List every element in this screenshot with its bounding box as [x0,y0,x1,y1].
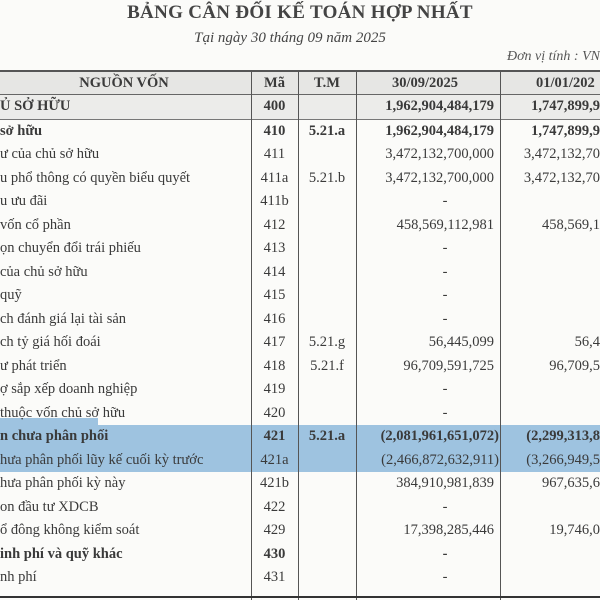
row-code: 419 [263,381,286,397]
row-value-current: - [442,569,448,585]
row-value-prior: 19,746,0 [549,522,600,538]
row-value-prior: 96,709,5 [549,357,600,374]
table-row [0,214,600,238]
row-value-current: - [442,240,448,256]
row-label: on đầu tư XDCB [0,498,99,515]
row-value-current: 1,962,904,484,179 [385,98,494,114]
row-label: hưa phân phối kỳ này [0,475,126,491]
header-note: T.M [314,75,340,91]
row-code: 421a [260,451,289,468]
row-value-prior: 3,472,132,70 [523,146,600,162]
row-value-current: - [442,381,448,397]
table-row [0,496,600,520]
table-row [0,378,600,402]
row-note: 5.21.a [308,122,346,139]
table-row [0,284,600,308]
row-value-prior [500,402,600,426]
row-value-prior [500,237,600,261]
row-code: 418 [263,357,286,374]
row-value-prior [500,543,600,567]
row-code: 416 [263,310,286,327]
row-note [298,190,356,214]
table-row [0,331,600,355]
row-label: ọn chuyển đổi trái phiếu [0,240,141,256]
row-note: 5.21.f [310,357,344,374]
row-value-prior: 458,569,1 [542,216,600,233]
row-label: nh phí [0,569,37,585]
row-label: hưa phân phối lũy kế cuối kỳ trước [0,451,204,468]
row-note [298,308,356,332]
row-label: inh phí và quỹ khác [0,545,123,562]
row-value-current: - [442,193,448,209]
row-value-prior [500,496,600,520]
row-value-prior [500,308,600,332]
table-row [0,95,600,120]
table-header [0,70,600,95]
row-label: của chủ sở hữu [0,263,88,280]
table-bottom-border [0,596,600,598]
row-label: Ủ SỞ HỮU [0,98,71,114]
row-value-current: 3,472,132,700,000 [385,146,494,162]
row-value-current: 1,962,904,484,179 [385,122,494,139]
table-row [0,143,600,167]
row-value-current: 17,398,285,446 [403,522,494,538]
row-note: 5.21.a [308,428,346,444]
table-row [0,167,600,191]
table-row [0,355,600,379]
row-code: 421 [263,428,286,444]
row-value-current: - [442,498,448,515]
row-value-current: 3,472,132,700,000 [385,169,494,186]
table-row [0,237,600,261]
row-code: 420 [263,404,286,421]
table-row [0,402,600,426]
header-code: Mã [264,75,285,91]
row-value-prior [500,284,600,308]
row-value-current: - [442,404,448,421]
row-value-prior: (2,299,313,8 [526,428,600,444]
row-label: sở hữu [0,122,43,139]
table-row [0,472,600,496]
table-row [0,519,600,543]
row-value-prior: (3,266,949,5 [526,451,600,468]
row-value-current: 56,445,099 [428,334,494,350]
row-note [298,95,356,119]
row-value-current: 458,569,112,981 [396,216,494,233]
row-value-prior: 56,4 [574,334,600,350]
row-code: 421b [260,475,289,491]
row-label: u ưu đãi [0,193,48,209]
row-code: 429 [263,522,286,538]
header-source: NGUỒN VỐN [79,75,169,91]
row-note [298,566,356,590]
column-divider [251,70,252,600]
row-value-prior: 3,472,132,70 [523,169,600,186]
row-note [298,143,356,167]
row-label: ch đánh giá lại tài sản [0,310,127,327]
row-value-prior [500,566,600,590]
row-label: ư phát triển [0,357,67,374]
row-note [298,284,356,308]
row-code: 413 [263,240,286,256]
row-label: ch tỷ giá hối đoái [0,334,101,350]
row-note [298,449,356,473]
table-row [0,425,600,449]
row-value-current: 96,709,591,725 [403,357,494,374]
row-note [298,214,356,238]
header-current-date: 30/09/2025 [391,75,459,91]
row-value-current: (2,466,872,632,911) [381,451,499,468]
table-row [0,308,600,332]
currency-unit: Đơn vị tính : VN [506,49,600,64]
column-divider [356,70,357,600]
row-note [298,237,356,261]
row-code: 411 [263,146,286,162]
row-code: 410 [263,122,286,139]
row-note [298,472,356,496]
table-row [0,190,600,214]
row-value-prior: 967,635,6 [542,475,600,491]
row-note: 5.21.g [308,334,346,350]
row-label: ư của chủ sở hữu [0,146,100,162]
row-code: 400 [263,98,286,114]
row-value-current: - [442,263,448,280]
row-label: u phổ thông có quyền biểu quyết [0,169,191,186]
row-value-prior: 1,747,899,9 [531,98,600,114]
table-row [0,261,600,285]
row-label: n chưa phân phối [0,428,109,444]
row-code: 431 [263,569,286,585]
row-value-current: (2,081,961,651,072) [380,428,499,444]
row-note [298,543,356,567]
row-note: 5.21.b [308,169,346,186]
row-note [298,402,356,426]
row-value-current: 384,910,981,839 [396,475,494,491]
column-divider [298,70,299,600]
row-note [298,519,356,543]
row-label: vốn cổ phần [0,216,71,233]
row-code: 411b [260,193,289,209]
row-label: quỹ [0,287,22,303]
row-note [298,261,356,285]
row-code: 430 [263,545,286,562]
document-title: BẢNG CÂN ĐỐI KẾ TOÁN HỢP NHẤT [127,2,473,23]
table-row [0,449,600,473]
row-code: 412 [263,216,286,233]
row-value-current: - [442,545,448,562]
column-divider [500,70,501,600]
header-prior-date: 01/01/202 [536,75,595,91]
table-row [0,543,600,567]
row-label: ổ đông không kiểm soát [0,522,140,538]
row-code: 417 [263,334,286,350]
balance-sheet-table [0,70,600,590]
row-value-current: - [442,287,448,303]
row-value-prior [500,190,600,214]
table-row [0,566,600,590]
row-value-prior [500,378,600,402]
row-code: 415 [263,287,286,303]
row-code: 414 [263,263,286,280]
row-label: ợ sắp xếp doanh nghiệp [0,381,138,397]
row-note [298,496,356,520]
row-value-prior: 1,747,899,9 [531,122,600,139]
row-value-prior [500,261,600,285]
row-label: thuộc vốn chủ sở hữu [0,404,126,421]
row-code: 411a [260,169,289,186]
row-note [298,378,356,402]
document-date: Tại ngày 30 tháng 09 năm 2025 [194,30,386,46]
row-code: 422 [263,498,286,515]
table-row [0,120,600,144]
row-value-current: - [442,310,448,327]
